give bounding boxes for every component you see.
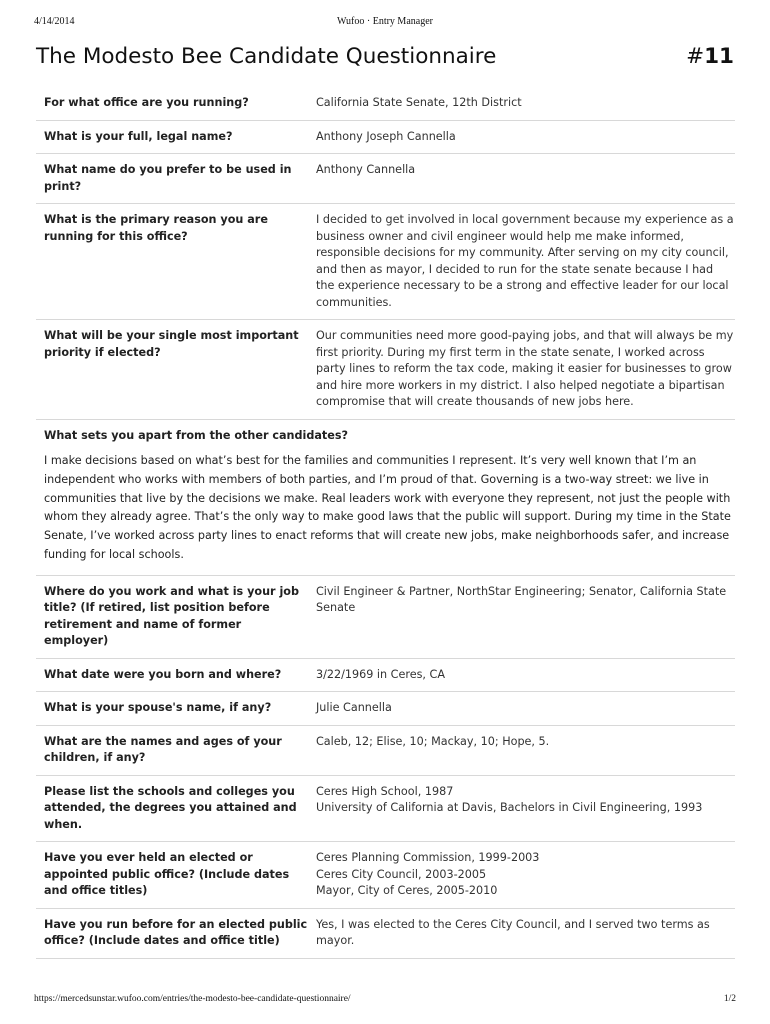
question-label: Have you run before for an elected public office? (Include dates and office title): [44, 917, 308, 948]
answer-value: Ceres High School, 1987 University of California at Davis, Bachelors in Civil Engineering, 1993: [316, 784, 703, 815]
answer-value: I make decisions based on what’s best for the families and communities I represent. It’s very well known that I’m an independent who works with members of both parties, and I’m proud of that. Governing is a two-way street: we live in communities that live by the decisions we make. Real leaders work with everyone they represent, not just the people with whom they already agree. That’s the only way to make good laws that the public will support. During my time in the State Senate, I’ve worked across party lines to enact reforms that will create new jobs, make neighborhoods safer, and increase funding for local schools.: [44, 454, 731, 561]
print-header: [34, 16, 736, 30]
answer-value: California State Senate, 12th District: [316, 96, 522, 109]
page-number: 1/2: [723, 994, 736, 1004]
questionnaire-title: The Modesto Bee Candidate Questionnaire: [36, 44, 497, 69]
table-row: [36, 909, 735, 959]
table-row: [36, 692, 735, 726]
answer-value: 3/22/1969 in Ceres, CA: [316, 667, 446, 681]
question-label: What sets you apart from the other candidates?: [44, 428, 348, 442]
question-label: What is your full, legal name?: [44, 129, 233, 143]
question-label: What are the names and ages of your children, if any?: [44, 734, 282, 765]
answer-value: Anthony Joseph Cannella: [316, 129, 456, 143]
answer-value: Yes, I was elected to the Ceres City Council, and I served two terms as mayor.: [316, 917, 710, 948]
table-row: [36, 659, 735, 693]
entry-number: [686, 44, 734, 69]
page-title: [36, 44, 734, 76]
question-label: What is your spouse's name, if any?: [44, 701, 272, 715]
table-row: [36, 776, 735, 843]
print-url: https://mercedsunstar.wufoo.com/entries/the-modesto-bee-candidate-questionnaire/: [34, 994, 351, 1004]
answer-value: Our communities need more good-paying jobs, and that will always be my first priority. During my first term in the state senate, I worked across party lines to reform the tax code, making it easier for businesses to grow and hire more workers in my district. I also helped negotiate a bipartisan compromise that will create thousands of new jobs here.: [316, 329, 734, 408]
table-row: [36, 576, 735, 659]
question-label: What is the primary reason you are running for this office?: [44, 213, 268, 243]
table-row: [36, 842, 735, 909]
table-row: [36, 204, 735, 320]
answer-value: Julie Cannella: [316, 701, 392, 715]
question-label: What will be your single most important priority if elected?: [44, 329, 299, 359]
question-label: What name do you prefer to be used in print?: [44, 163, 292, 193]
answer-value: Caleb, 12; Elise, 10; Mackay, 10; Hope, 5.: [316, 734, 550, 748]
entry-table: [36, 87, 735, 959]
entry-hash: #: [686, 44, 705, 69]
table-row: [36, 87, 735, 121]
table-row: [36, 320, 735, 420]
print-date: 4/14/2014: [34, 16, 75, 27]
answer-value: Civil Engineer & Partner, NorthStar Engineering; Senator, California State Senate: [316, 584, 727, 615]
question-label: Where do you work and what is your job title? (If retired, list position before retirement and name of former employer): [44, 584, 299, 648]
table-row: [36, 726, 735, 776]
table-row: [36, 420, 735, 576]
question-label: Have you ever held an elected or appointed public office? (Include dates and office titles): [44, 851, 290, 898]
answer-value: Ceres Planning Commission, 1999-2003 Ceres City Council, 2003-2005 Mayor, City of Ceres, 2005-2010: [316, 851, 540, 898]
print-footer: [34, 994, 736, 1008]
answer-value: Anthony Cannella: [316, 163, 416, 176]
answer-value: I decided to get involved in local government because my experience as a business owner and civil engineer would help me make informed, responsible decisions for my community. After serving on my city council, and then as mayor, I decided to run for the state senate because I had the experience necessary to be a strong and effective leader for our local communities.: [316, 213, 734, 309]
question-label: For what office are you running?: [44, 96, 249, 109]
question-label: What date were you born and where?: [44, 667, 282, 681]
table-row: [36, 154, 735, 204]
print-page-title: Wufoo · Entry Manager: [337, 16, 433, 27]
table-row: [36, 121, 735, 155]
entry-number-value: 11: [704, 44, 734, 69]
question-label: Please list the schools and colleges you attended, the degrees you attained and when.: [44, 784, 297, 831]
